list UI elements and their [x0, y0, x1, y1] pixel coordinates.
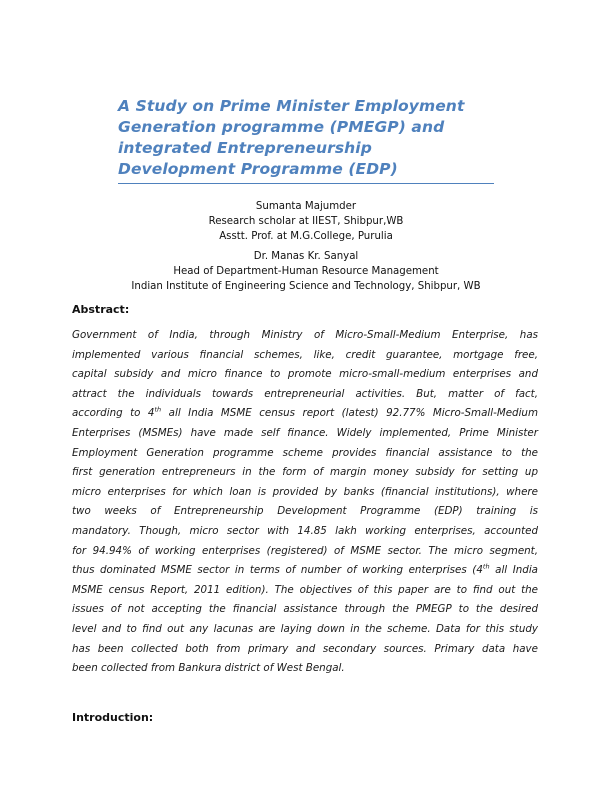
paper-title: [118, 96, 498, 180]
author-affiliation: Research scholar at IIEST, Shibpur,WB: [208, 216, 404, 227]
author-block-1: [72, 199, 540, 244]
abstract-line: attract the individuals towards entrepreneurial activities. But, matter of fact,: [72, 387, 538, 400]
abstract-heading: Abstract:: [72, 303, 130, 316]
abstract-line: implemented various financial schemes, like, credit guarantee, mortgage free,: [72, 348, 538, 361]
title-line: Generation programme (PMEGP) and: [118, 118, 445, 136]
title-line: integrated Entrepreneurship: [118, 139, 372, 157]
abstract-line: Employment Generation programme scheme provides financial assistance to the: [72, 446, 538, 459]
author-name: Dr. Manas Kr. Sanyal: [253, 251, 359, 262]
abstract-line: mandatory. Though, micro sector with 14.85 lakh working enterprises, accounted: [72, 524, 538, 537]
author-affiliation: Indian Institute of Engineering Science and Technology, Shibpur, WB: [131, 281, 481, 292]
abstract-line: according to 4th all India MSME census report (latest) 92.77% Micro-Small-Medium: [72, 405, 538, 420]
abstract-line: been collected from Bankura district of West Bengal.: [72, 662, 345, 675]
abstract-line: two weeks of Entrepreneurship Development Programme (EDP) training is: [72, 505, 538, 518]
abstract-line: for 94.94% of working enterprises (registered) of MSME sector. The micro segment,: [72, 544, 538, 557]
abstract-line: micro enterprises for which loan is provided by banks (financial institutions), where: [72, 485, 538, 498]
abstract-line: has been collected both from primary and secondary sources. Primary data have: [72, 642, 538, 655]
abstract-line: thus dominated MSME sector in terms of number of working enterprises (4th all India: [72, 562, 538, 577]
abstract-line: Government of India, through Ministry of Micro-Small-Medium Enterprise, has: [72, 329, 538, 341]
author-block-2: [72, 249, 540, 294]
abstract-body: [72, 326, 538, 679]
author-name: Sumanta Majumder: [255, 201, 357, 212]
abstract-line: first generation entrepreneurs in the form of margin money subsidy for setting up: [72, 466, 538, 479]
title-line: A Study on Prime Minister Employment: [118, 97, 465, 115]
abstract-line: level and to find out any lacunas are laying down in the scheme. Data for this study: [72, 622, 538, 635]
abstract-line: capital subsidy and micro finance to promote micro-small-medium enterprises and: [72, 368, 538, 381]
introduction-heading: Introduction:: [72, 711, 154, 724]
abstract-line: issues of not accepting the financial assistance through the PMEGP to the desired: [72, 603, 538, 616]
title-divider: [118, 183, 494, 184]
title-line: Development Programme (EDP): [118, 160, 398, 178]
author-affiliation: Asstt. Prof. at M.G.College, Purulia: [219, 231, 393, 242]
abstract-line: Enterprises (MSMEs) have made self finance. Widely implemented, Prime Minister: [72, 426, 538, 439]
author-affiliation: Head of Department-Human Resource Management: [173, 266, 439, 277]
abstract-line: MSME census Report, 2011 edition). The objectives of this paper are to find out the: [72, 583, 538, 596]
